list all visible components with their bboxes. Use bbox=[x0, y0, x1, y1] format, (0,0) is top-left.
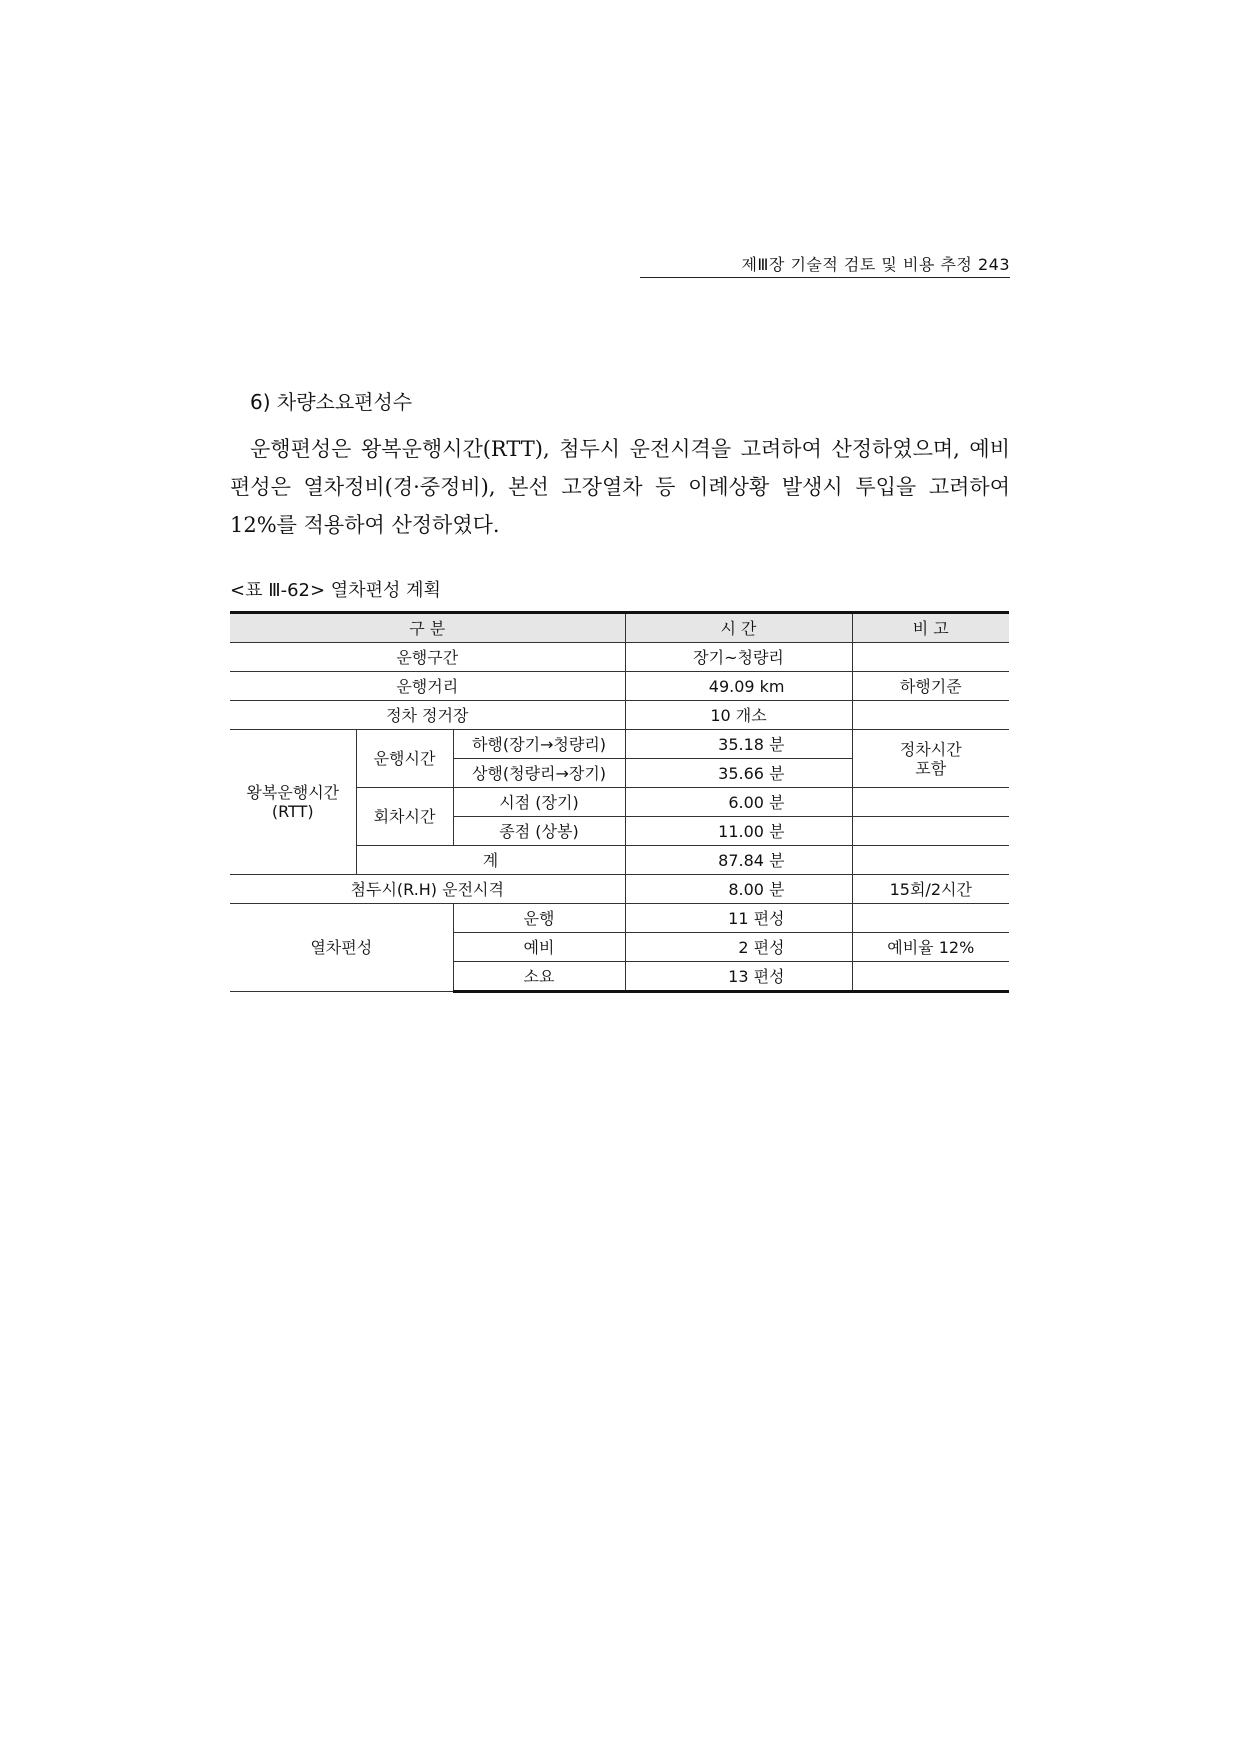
cell-fleet-label: 열차편성 bbox=[230, 904, 453, 992]
cell-section-label: 운행구간 bbox=[230, 643, 625, 672]
cell-empty-note bbox=[852, 846, 1009, 875]
cell-stop-time-note bbox=[852, 730, 1009, 788]
cell-distance-label: 운행거리 bbox=[230, 672, 625, 701]
up-value: 35.66 분 bbox=[718, 763, 785, 783]
cell-sum-label: 계 bbox=[356, 846, 625, 875]
sum-value: 87.84 분 bbox=[718, 850, 785, 870]
cell-terminal-label: 종점 (상봉) bbox=[453, 817, 625, 846]
cell-distance-note: 하행기준 bbox=[852, 672, 1009, 701]
cell-distance-value bbox=[625, 672, 852, 701]
table-row bbox=[230, 672, 1009, 701]
body-paragraph: 운행편성은 왕복운행시간(RTT), 첨두시 운전시격을 고려하여 산정하였으며, 예비편성은 열차정비(경·중정비), 본선 고장열차 등 이례상황 발생시 투입을 고려하여 12%를 적용하여 산정하였다. bbox=[230, 437, 1010, 537]
cell-section-value: 장기~청량리 bbox=[625, 643, 852, 672]
cell-terminal-value bbox=[625, 817, 852, 846]
cell-empty-note bbox=[852, 817, 1009, 846]
cell-empty-note bbox=[852, 788, 1009, 817]
cell-origin-value bbox=[625, 788, 852, 817]
op-value: 11 편성 bbox=[728, 908, 785, 928]
cell-empty-note bbox=[852, 962, 1009, 992]
cell-headway-note: 15회/2시간 bbox=[852, 875, 1009, 904]
cell-origin-label: 시점 (장기) bbox=[453, 788, 625, 817]
cell-op-value bbox=[625, 904, 852, 933]
running-header: 제Ⅲ장 기술적 검토 및 비용 추정 243 bbox=[640, 252, 1010, 278]
table-row bbox=[230, 643, 1009, 672]
table-row bbox=[230, 875, 1009, 904]
rtt-sub-label: (RTT) bbox=[271, 802, 314, 821]
headway-value: 8.00 분 bbox=[728, 879, 785, 899]
req-value: 13 편성 bbox=[728, 966, 785, 986]
cell-up-value bbox=[625, 759, 852, 788]
header-category: 구 분 bbox=[230, 613, 625, 643]
table-row bbox=[230, 701, 1009, 730]
stop-note-line2: 포함 bbox=[915, 758, 947, 778]
distance-value: 49.09 km bbox=[708, 676, 785, 696]
cell-req-label: 소요 bbox=[453, 962, 625, 992]
origin-value: 6.00 분 bbox=[728, 792, 785, 812]
header-note: 비 고 bbox=[852, 613, 1009, 643]
cell-headway-label: 첨두시(R.H) 운전시격 bbox=[230, 875, 625, 904]
cell-spare-value bbox=[625, 933, 852, 962]
cell-rtt-label bbox=[230, 730, 356, 875]
cell-op-label: 운행 bbox=[453, 904, 625, 933]
cell-spare-label: 예비 bbox=[453, 933, 625, 962]
cell-down-label: 하행(장기→청량리) bbox=[453, 730, 625, 759]
cell-stops-label: 정차 정거장 bbox=[230, 701, 625, 730]
cell-sum-value bbox=[625, 846, 852, 875]
cell-turn-label: 회차시간 bbox=[356, 788, 453, 846]
terminal-value: 11.00 분 bbox=[718, 821, 785, 841]
cell-empty-note bbox=[852, 643, 1009, 672]
section-title: 6) 차량소요편성수 bbox=[250, 390, 413, 414]
down-value: 35.18 분 bbox=[718, 734, 785, 754]
cell-req-value bbox=[625, 962, 852, 992]
cell-down-value bbox=[625, 730, 852, 759]
rtt-label: 왕복운행시간 bbox=[246, 783, 340, 802]
spare-value: 2 편성 bbox=[738, 937, 785, 957]
cell-headway-value bbox=[625, 875, 852, 904]
table-row bbox=[230, 904, 1009, 933]
table-header-row bbox=[230, 613, 1009, 643]
stop-note-line1: 정차시간 bbox=[899, 739, 962, 759]
cell-empty-note bbox=[852, 904, 1009, 933]
table-caption: <표 Ⅲ-62> 열차편성 계획 bbox=[230, 580, 441, 601]
cell-stops-value: 10 개소 bbox=[625, 701, 852, 730]
cell-empty-note bbox=[852, 701, 1009, 730]
train-formation-table bbox=[230, 611, 1009, 993]
table-row bbox=[230, 730, 1009, 759]
cell-spare-note: 예비율 12% bbox=[852, 933, 1009, 962]
cell-run-time-label: 운행시간 bbox=[356, 730, 453, 788]
cell-up-label: 상행(청량리→장기) bbox=[453, 759, 625, 788]
header-time: 시 간 bbox=[625, 613, 852, 643]
